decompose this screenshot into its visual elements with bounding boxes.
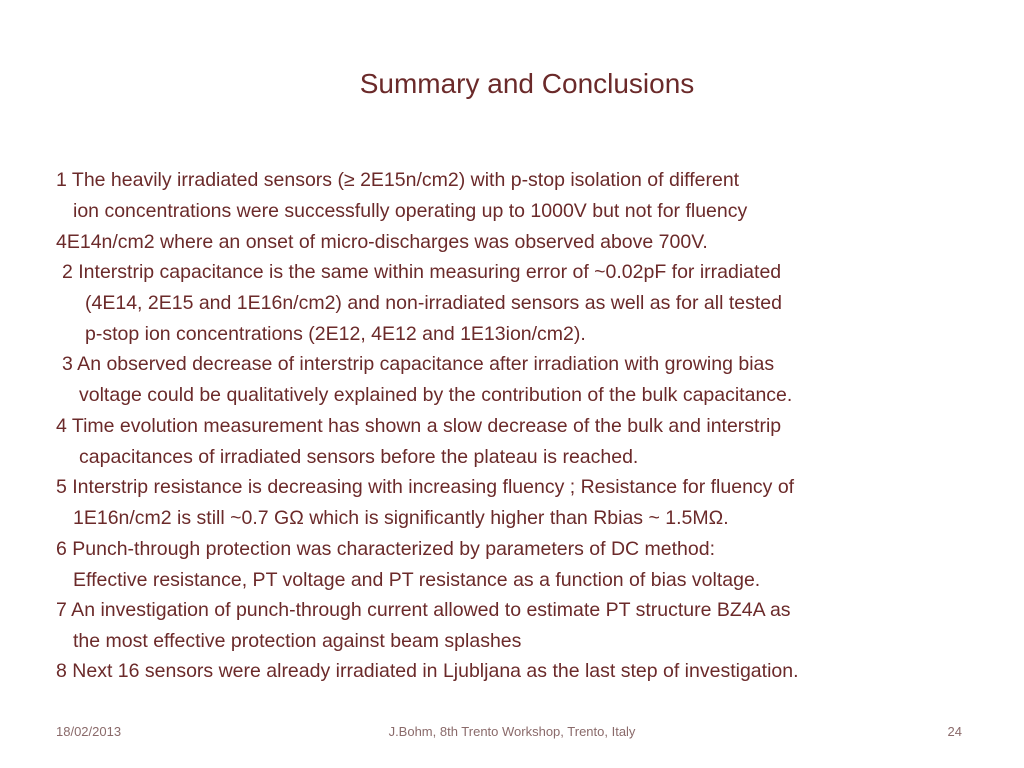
- body-line: 8 Next 16 sensors were already irradiated in Ljubljana as the last step of investigation.: [56, 660, 799, 682]
- page-number: 24: [947, 724, 962, 739]
- body-line: 1 The heavily irradiated sensors (≥ 2E15n/cm2) with p-stop isolation of different: [56, 169, 740, 191]
- body-line: the most effective protection against beam splashes: [73, 630, 522, 652]
- body-line: 6 Punch-through protection was characterized by parameters of DC method:: [56, 538, 716, 560]
- body-line: (4E14, 2E15 and 1E16n/cm2) and non-irradiated sensors as well as for all tested: [85, 292, 782, 314]
- body-line: voltage could be qualitatively explained by the contribution of the bulk capacitance.: [79, 384, 793, 406]
- body-line: capacitances of irradiated sensors before the plateau is reached.: [79, 446, 639, 468]
- body-line: Effective resistance, PT voltage and PT resistance as a function of bias voltage.: [73, 569, 761, 591]
- body-line: 4 Time evolution measurement has shown a slow decrease of the bulk and interstrip: [56, 415, 782, 437]
- footer-date: 18/02/2013: [56, 724, 122, 739]
- body-line: 1E16n/cm2 is still ~0.7 GΩ which is significantly higher than Rbias ~ 1.5MΩ.: [73, 507, 729, 529]
- body-line: ion concentrations were successfully operating up to 1000V but not for fluency: [73, 200, 748, 222]
- body-line: p-stop ion concentrations (2E12, 4E12 and 1E13ion/cm2).: [85, 323, 586, 345]
- footer-text: J.Bohm, 8th Trento Workshop, Trento, Italy: [388, 724, 636, 739]
- body-line: 2 Interstrip capacitance is the same within measuring error of ~0.02pF for irradiated: [62, 261, 782, 283]
- body-line: 3 An observed decrease of interstrip capacitance after irradiation with growing bias: [62, 353, 775, 375]
- body-line: 5 Interstrip resistance is decreasing with increasing fluency ; Resistance for fluency of: [56, 476, 795, 498]
- body-line: 4E14n/cm2 where an onset of micro-discharges was observed above 700V.: [56, 231, 708, 253]
- body-line: 7 An investigation of punch-through current allowed to estimate PT structure BZ4A as: [56, 599, 791, 621]
- slide-title: Summary and Conclusions: [359, 68, 695, 99]
